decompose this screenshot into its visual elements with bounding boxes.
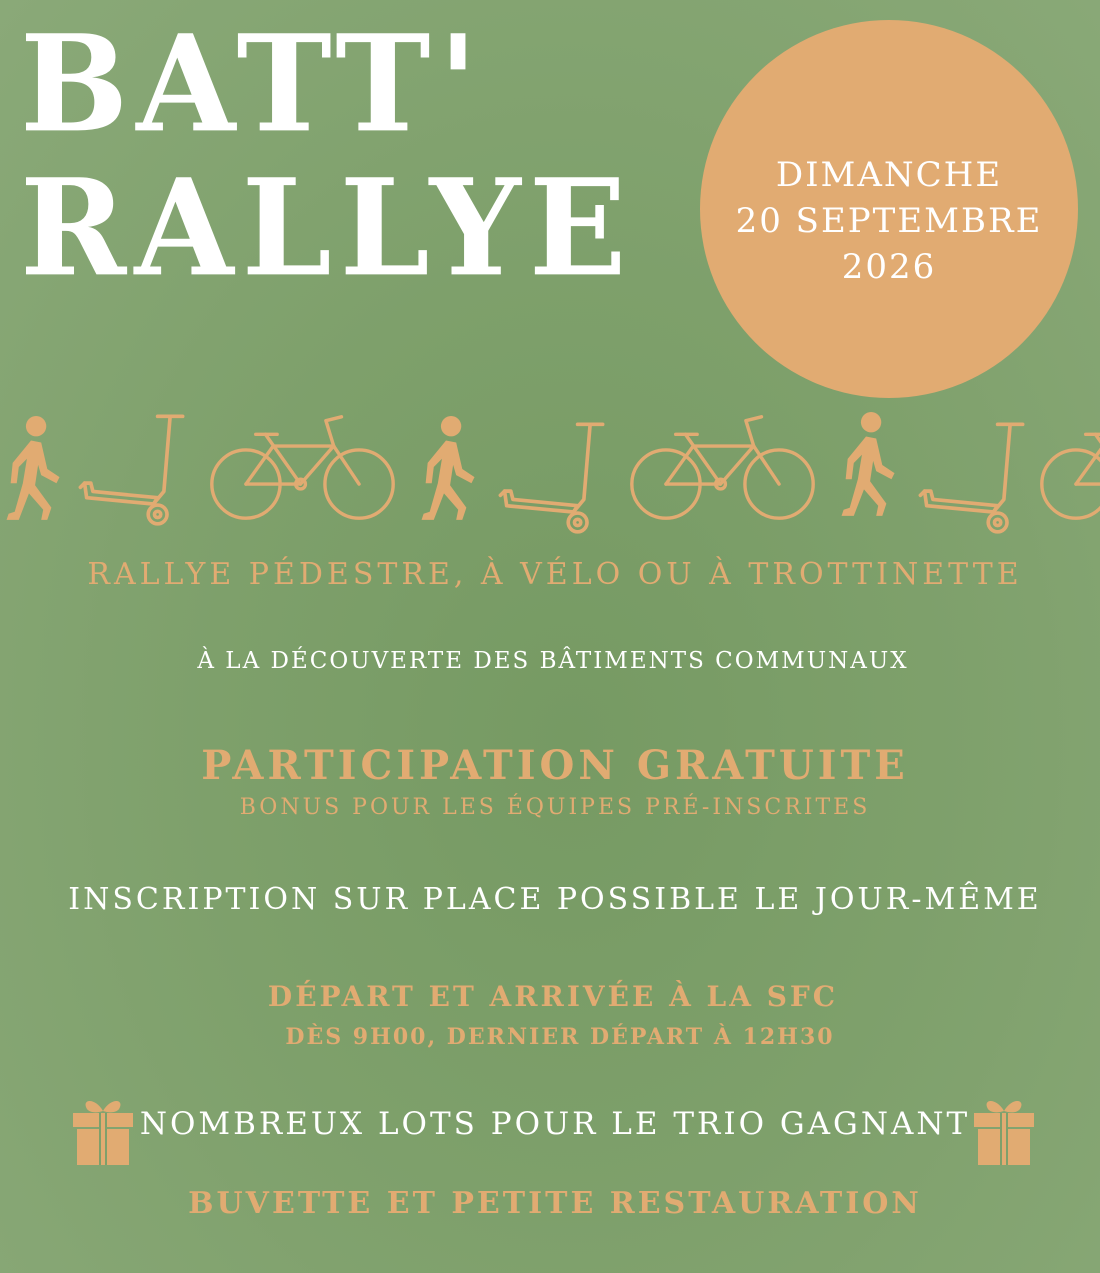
date-month: 20 SEPTEMBRE <box>735 201 1043 241</box>
prizes-info: NOMBREUX LOTS POUR LE TRIO GAGNANT <box>139 1106 971 1142</box>
bicycle-icon <box>625 408 820 526</box>
refreshments-info: BUVETTE ET PETITE RESTAURATION <box>188 1186 922 1221</box>
start-times: DÈS 9H00, DERNIER DÉPART À 12H30 <box>285 1024 835 1050</box>
title-line-1: BATT' <box>20 6 486 163</box>
scooter-icon <box>75 408 187 528</box>
date-day: DIMANCHE <box>775 155 1003 195</box>
bonus-note: BONUS POUR LES ÉQUIPES PRÉ-INSCRITES <box>239 795 871 820</box>
bicycle-icon <box>205 408 400 526</box>
start-location: DÉPART ET ARRIVÉE À LA SFC <box>267 980 839 1013</box>
title-line-2: RALLYE <box>20 150 635 307</box>
walker-icon <box>0 414 62 526</box>
scooter-icon <box>495 416 607 536</box>
rallye-theme: À LA DÉCOUVERTE DES BÂTIMENTS COMMUNAUX <box>197 648 909 674</box>
date-badge <box>700 20 1078 398</box>
walker-icon <box>415 414 477 526</box>
date-year: 2026 <box>841 247 937 287</box>
registration-info: INSCRIPTION SUR PLACE POSSIBLE LE JOUR-MÊME <box>68 882 1042 917</box>
transport-icons-row <box>0 400 1100 530</box>
participation-heading: PARTICIPATION GRATUITE <box>201 742 909 789</box>
rallye-modes: RALLYE PÉDESTRE, À VÉLO OU À TROTTINETTE <box>87 557 1023 592</box>
walker-icon <box>835 410 897 522</box>
gift-icon <box>972 1095 1036 1165</box>
bicycle-icon <box>1035 408 1100 526</box>
scooter-icon <box>915 416 1027 536</box>
